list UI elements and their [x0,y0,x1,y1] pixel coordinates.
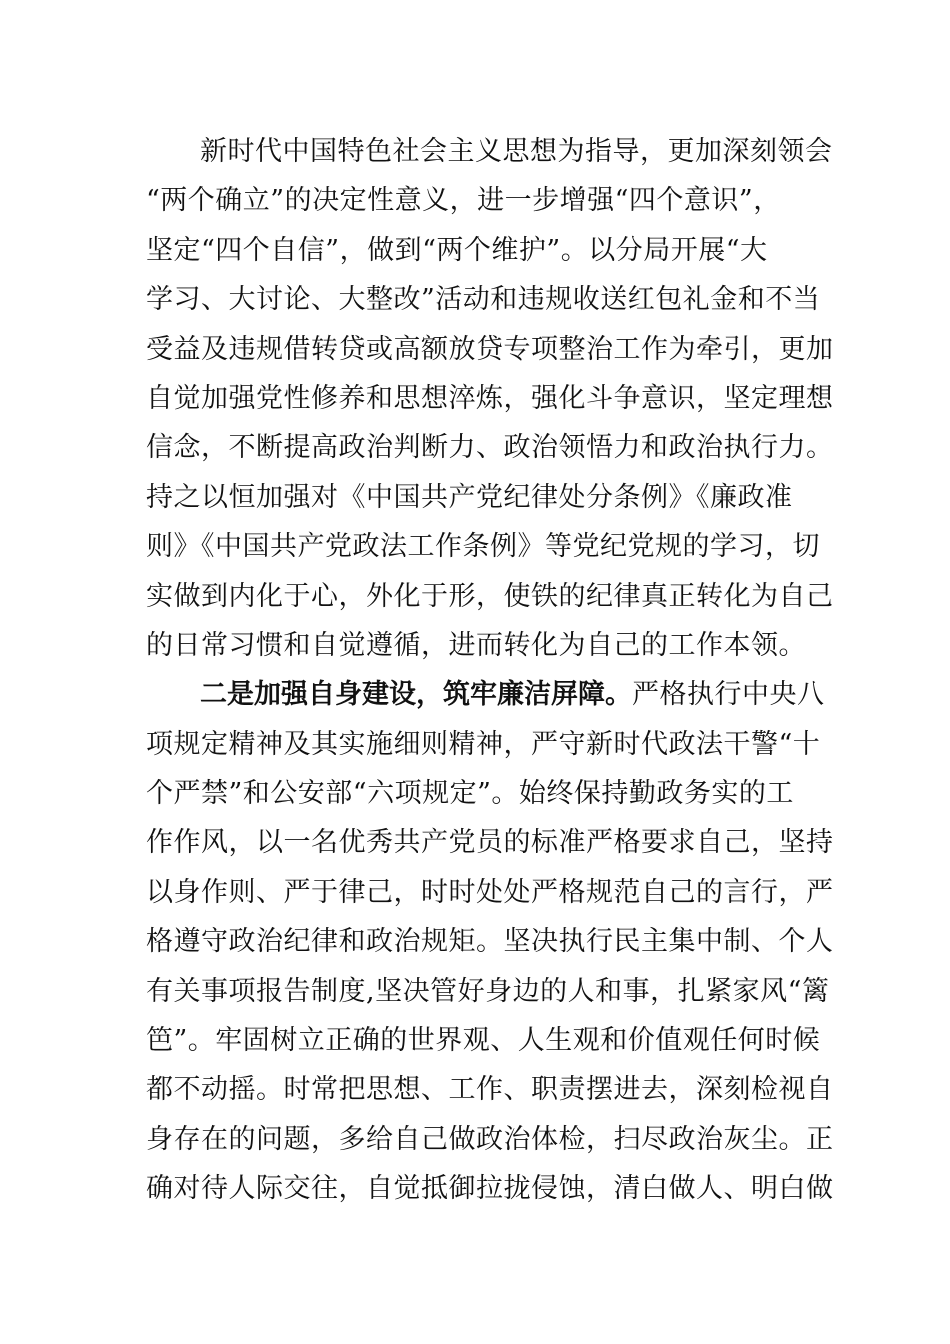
text-line: 有关事项报告制度,坚决管好身边的人和事，扎紧家风“篱 [146,975,830,1007]
text-line: 信念，不断提高政治判断力、政治领悟力和政治执行力。 [146,432,834,464]
text-line: 新时代中国特色社会主义思想为指导，更加深刻领会 [200,136,833,167]
text-line: 受益及违规借转贷或高额放贷专项整治工作为牵引，更加 [146,333,834,365]
text-line: 作作风，以一名优秀共产党员的标准严格要求自己，坚持 [146,827,834,859]
document-body [146,127,834,1214]
text-line: 项规定精神及其实施细则精神，严守新时代政法干警“十 [146,728,821,760]
text-line: 都不动摇。时常把思想、工作、职责摆进去，深刻检视自 [146,1074,834,1106]
section-heading-line [146,670,825,719]
text-line: 实做到内化于心，外化于形，使铁的纪律真正转化为自己 [146,580,834,612]
section-heading: 二是加强自身建设，筑牢廉洁屏障。 [200,679,632,711]
text-line: 自觉加强党性修养和思想淬炼，强化斗争意识，坚定理想 [146,382,834,414]
text-line: “两个确立”的决定性意义，进一步增强“四个意识”， [146,185,781,217]
text-line: 格遵守政治纪律和政治规矩。坚决执行民主集中制、个人 [146,926,834,958]
text-line: 以身作则、严于律己，时时处处严格规范自己的言行，严 [146,876,834,908]
section-heading-rest: 严格执行中央八 [632,679,825,711]
text-line: 个严禁”和公安部“六项规定”。始终保持勤政务实的工 [146,778,794,810]
text-line: 坚定“四个自信”，做到“两个维护”。以分局开展“大 [146,234,768,266]
text-line: 笆”。牢固树立正确的世界观、人生观和价值观任何时候 [146,1025,821,1057]
text-line: 则》《中国共产党政法工作条例》等党纪党规的学习，切 [146,531,820,563]
text-line: 确对待人际交往，自觉抵御拉拢侵蚀，清白做人、明白做 [146,1173,834,1205]
text-line: 的日常习惯和自觉遵循，进而转化为自己的工作本领。 [146,629,806,661]
text-line: 持之以恒加强对《中国共产党纪律处分条例》《廉政准 [146,481,793,513]
text-line: 身存在的问题，多给自己做政治体检，扫尽政治灰尘。正 [146,1123,834,1155]
text-line: 学习、大讨论、大整改”活动和违规收送红包礼金和不当 [146,284,821,316]
